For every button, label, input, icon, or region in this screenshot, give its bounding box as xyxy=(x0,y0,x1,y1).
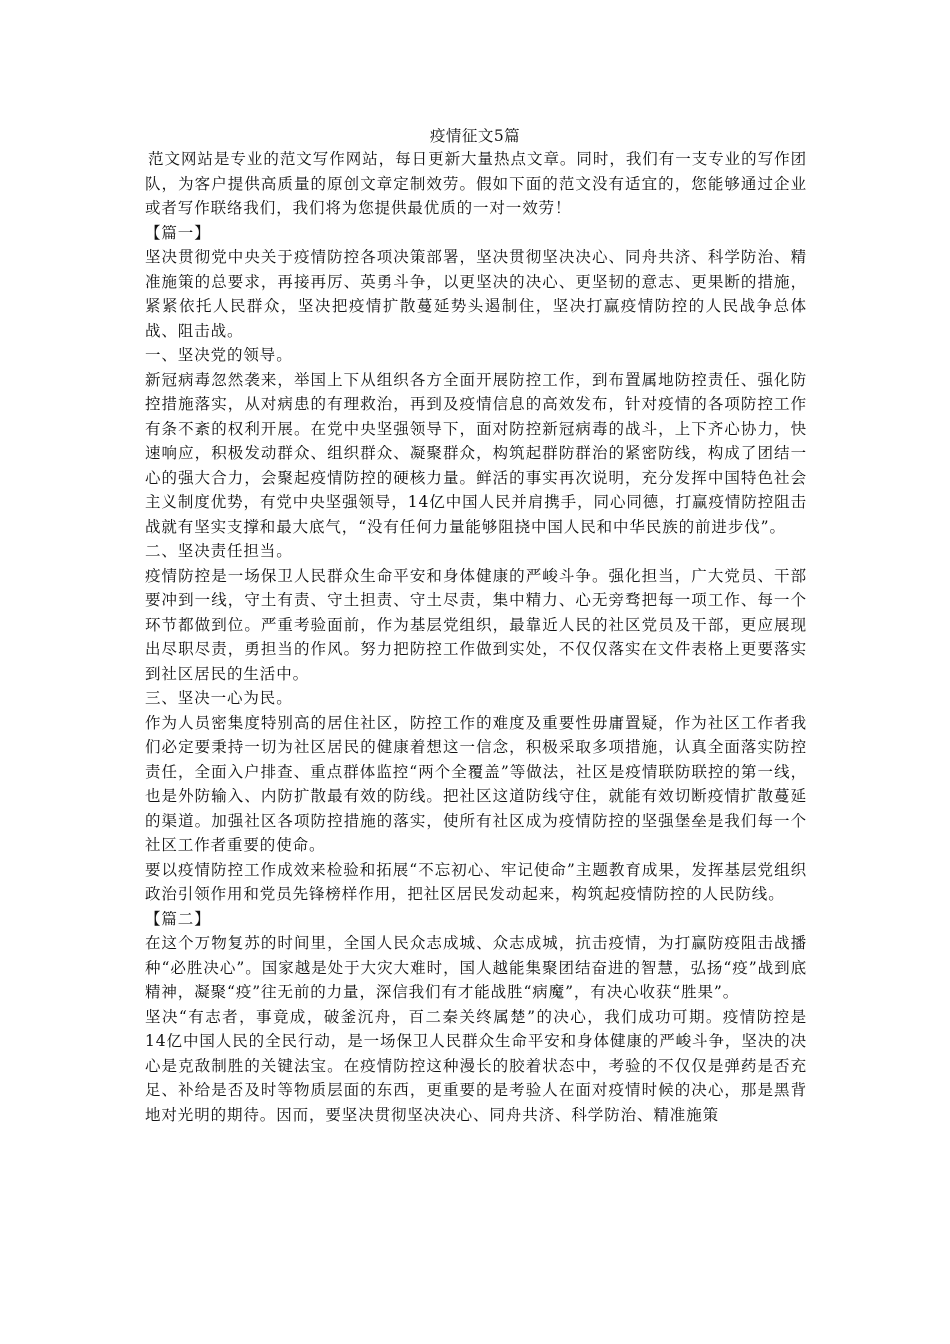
section-1-heading: 【篇一】 xyxy=(145,223,211,242)
section-2-heading: 【篇二】 xyxy=(145,909,211,928)
paragraph: 疫情防控是一场保卫人民群众生命平安和身体健康的严峻斗争。强化担当，广大党员、干部要冲到一线，守土有责、守土担责、守土尽责，集中精力、心无旁骛把每一项工作、每一个环节都做到位。严重考验面前，作为基层党组织，最靠近人民的社区党员及干部，更应展现出尽职尽责，勇担当的作风。努力把防控工作做到实处，不仅仅落实在文件表格上更要落实到社区居民的生活中。 xyxy=(145,566,807,683)
subheading-3: 三、坚决一心为民。 xyxy=(145,689,293,707)
subheading-1: 一、坚决党的领导。 xyxy=(145,346,293,364)
document-body xyxy=(145,147,807,1127)
subheading-2: 二、坚决责任担当。 xyxy=(145,542,293,560)
paragraph: 坚决贯彻党中央关于疫情防控各项决策部署，坚决贯彻坚决决心、同舟共济、科学防治、精准施策的总要求，再接再厉、英勇斗争，以更坚决的决心、更坚韧的意志、更果断的措施，紧紧依托人民群众，坚决把疫情扩散蔓延势头遏制住，坚决打赢疫情防控的人民战争总体战、阻击战。 xyxy=(145,248,807,340)
document-title: 疫情征文5篇 xyxy=(429,127,521,145)
intro-paragraph: 范文网站是专业的范文写作网站，每日更新大量热点文章。同时，我们有一支专业的写作团队，为客户提供高质量的原创文章定制效劳。假如下面的范文没有适宜的，您能够通过企业或者写作联络我们，我们将为您提供最优质的一对一效劳！ xyxy=(145,150,807,217)
paragraph: 要以疫情防控工作成效来检验和拓展“不忘初心、牢记使命”主题教育成果，发挥基层党组织政治引领作用和党员先锋榜样作用，把社区居民发动起来，构筑起疫情防控的人民防线。 xyxy=(145,860,807,903)
paragraph: 在这个万物复苏的时间里，全国人民众志成城、众志成城，抗击疫情，为打赢防疫阻击战播种“必胜决心”。国家越是处于大灾大难时，国人越能集聚团结奋进的智慧，弘扬“疫”战到底精神，凝聚“疫”往无前的力量，深信我们有才能战胜“病魔”，有决心收获“胜果”。 xyxy=(145,934,807,1001)
paragraph: 新冠病毒忽然袭来，举国上下从组织各方全面开展防控工作，到布置属地防控责任、强化防控措施落实，从对病患的有理救治，再到及疫情信息的高效发布，针对疫情的各项防控工作有条不紊的权利开展。在党中央坚强领导下，面对防控新冠病毒的战斗，上下齐心协力，快速响应，积极发动群众、组织群众、凝聚群众，构筑起群防群治的紧密防线，构成了团结一心的强大合力，会聚起疫情防控的硬核力量。鲜活的事实再次说明，充分发挥中国特色社会主义制度优势，有党中央坚强领导，14亿中国人民并肩携手，同心同德，打赢疫情防控阻击战就有坚实支撑和最大底气，“没有任何力量能够阻挠中国人民和中华民族的前进步伐”。 xyxy=(145,370,807,536)
paragraph: 作为人员密集度特别高的居住社区，防控工作的难度及重要性毋庸置疑，作为社区工作者我们必定要秉持一切为社区居民的健康着想这一信念，积极采取多项措施，认真全面落实防控责任，全面入户排查、重点群体监控“两个全覆盖”等做法，社区是疫情联防联控的第一线，也是外防输入、内防扩散最有效的防线。把社区这道防线守住，就能有效切断疫情扩散蔓延的渠道。加强社区各项防控措施的落实，使所有社区成为疫情防控的坚强堡垒是我们每一个社区工作者重要的使命。 xyxy=(145,713,807,854)
paragraph: 坚决“有志者，事竟成，破釜沉舟，百二秦关终属楚”的决心，我们成功可期。疫情防控是14亿中国人民的全民行动，是一场保卫人民群众生命平安和身体健康的严峻斗争，坚决的决心是克敌制胜的关键法宝。在疫情防控这种漫长的胶着状态中，考验的不仅仅是弹药是否充足、补给是否及时等物质层面的东西，更重要的是考验人在面对疫情时候的决心，那是黑背地对光明的期待。因而，要坚决贯彻坚决决心、同舟共济、科学防治、精准施策 xyxy=(145,1007,807,1124)
